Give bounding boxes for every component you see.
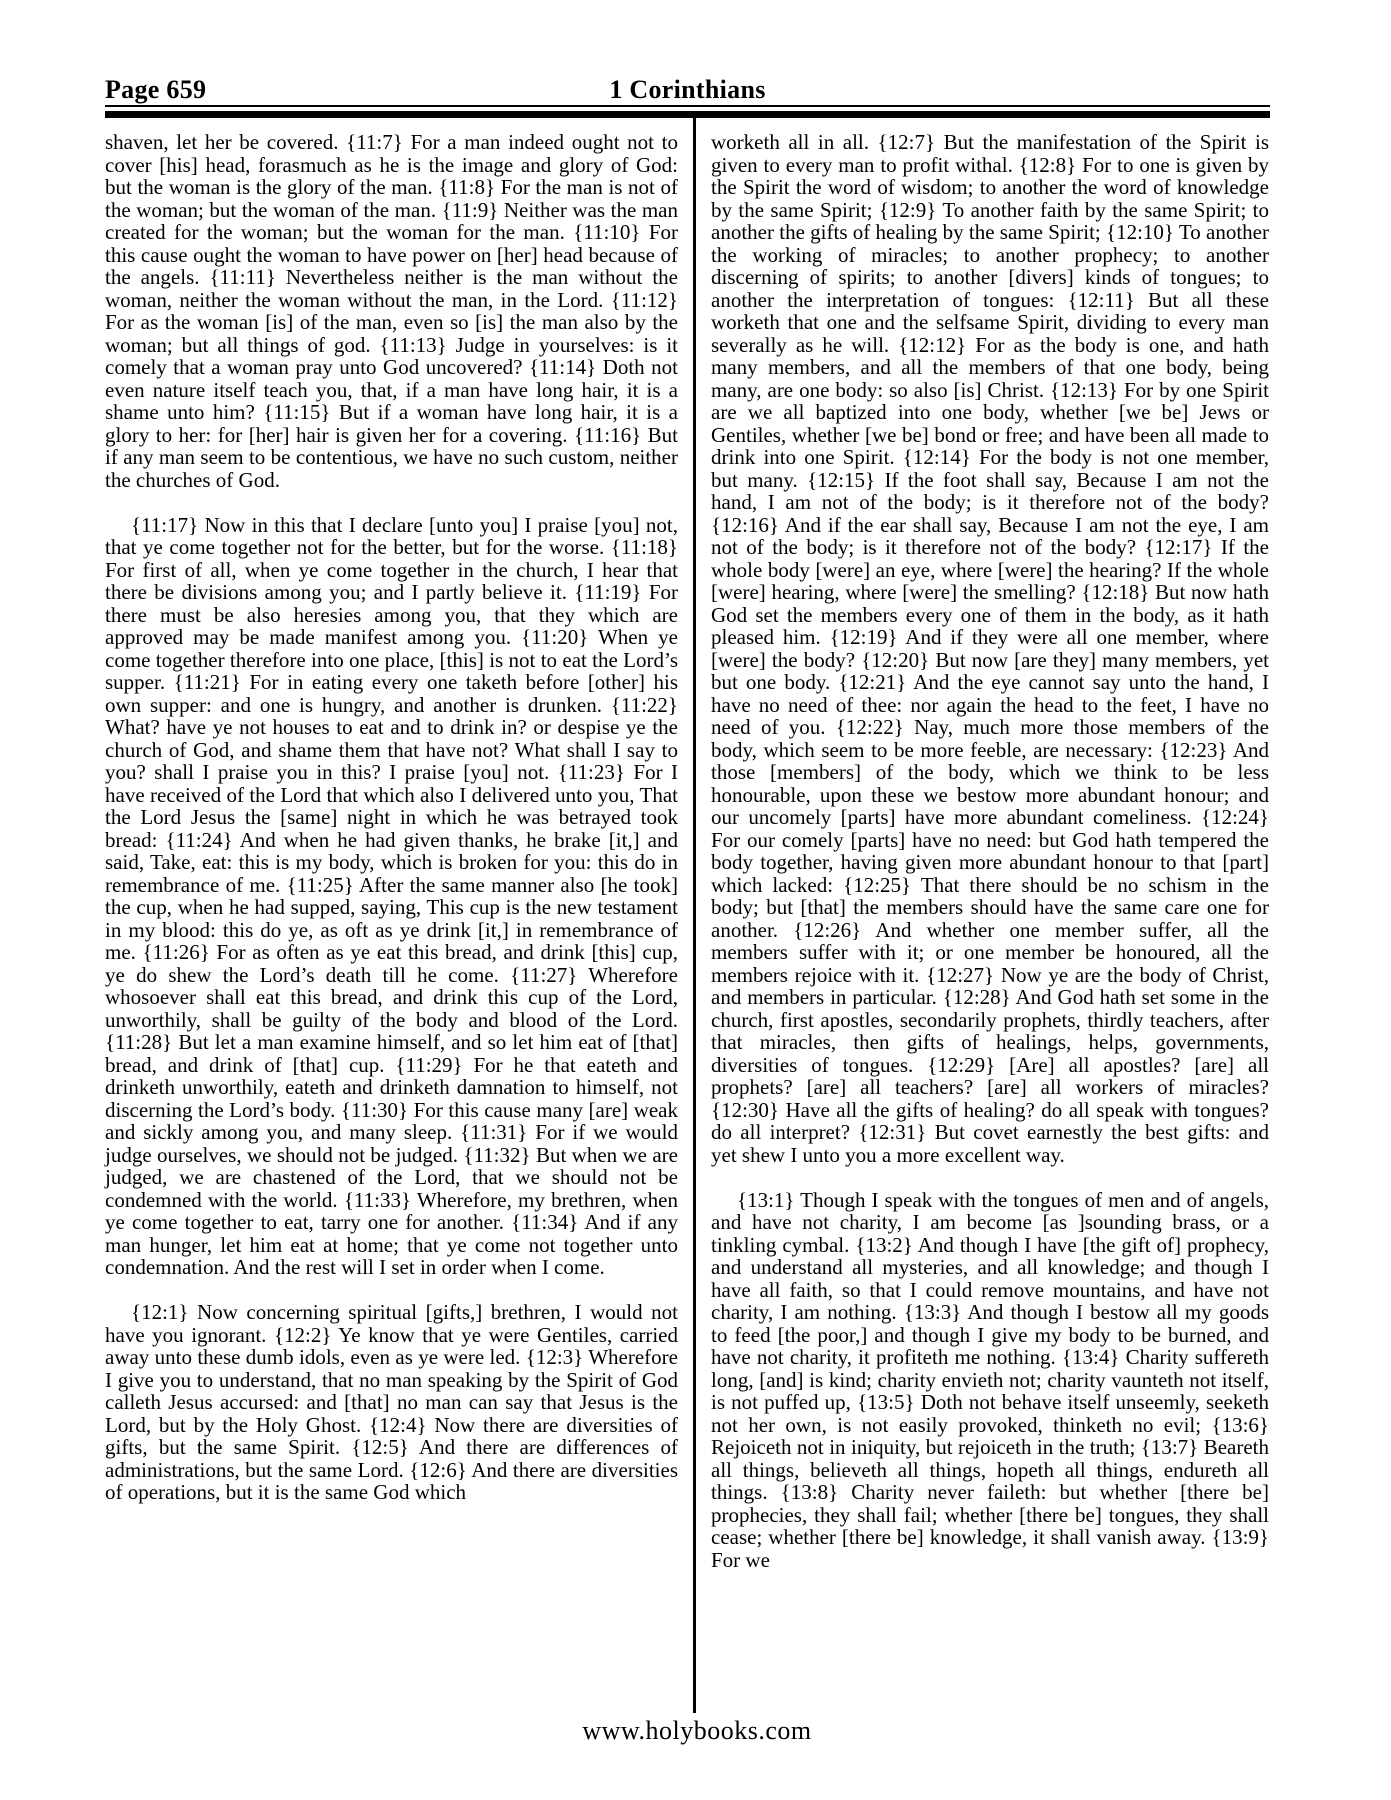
- paragraph-continuation: shaven, let her be covered. {11:7} For a man indeed ought not to cover [his] head, forasmuch as he is the image and glory of God: but the woman is the glory of the man. {11:8} For the man is not of the woman; but the woman of the man. {11:9} Neither was the man created for the woman; but the woman for the man. {11:10} For this cause ought the woman to have power on [her] head because of the angels. {11:11} Nevertheless neither is the man without the woman, neither the woman without the man, in the Lord. {11:12} For as the woman [is] of the man, even so [is] the man also by the woman; but all things of god. {11:13} Judge in yourselves: is it comely that a woman pray unto God uncovered? {11:14} Doth not even nature itself teach you, that, if a man have long hair, it is a shame unto him? {11:15} But if a woman have long hair, it is a glory to her: for [her] hair is given her for a covering. {11:16} But if any man seem to be contentious, we have no such custom, neither the churches of God.: [105, 130, 678, 492]
- header-rule-thick: [105, 111, 1270, 118]
- paragraph: {13:1} Though I speak with the tongues of men and of angels, and have not charity, I am become [as ]sounding brass, or a tinkling cymbal. {13:2} And though I have [the gift of] prophecy, and understand all mysteries, and all knowledge; and though I have all faith, so that I could remove mountains, and have not charity, I am nothing. {13:3} And though I bestow all my goods to feed [the poor,] and though I give my body to be burned, and have not charity, it profiteth me nothing. {13:4} Charity suffereth long, [and] is kind; charity envieth not; charity vaunteth not itself, is not puffed up, {13:5} Doth not behave itself unseemly, seeketh not her own, is not easily provoked, thinketh no evil; {13:6} Rejoiceth not in iniquity, but rejoiceth in the truth; {13:7} Beareth all things, believeth all things, hopeth all things, endureth all things. {13:8} Charity never faileth: but whether [there be] prophecies, they shall fail; whether [there be] tongues, they shall cease; whether [there be] knowledge, it shall vanish away. {13:9} For we: [711, 1187, 1269, 1572]
- paragraph: {11:17} Now in this that I declare [unto you] I praise [you] not, that ye come together not for the better, but for the worse. {11:18} For first of all, when ye come together in the church, I hear that there be divisions among you; and I partly believe it. {11:19} For there must be also heresies among you, that they which are approved may be made manifest among you. {11:20} When ye come together therefore into one place, [this] is not to eat the Lord’s supper. {11:21} For in eating every one taketh before [other] his own supper: and one is hungry, and another is drunken. {11:22} What? have ye not houses to eat and to drink in? or despise ye the church of God, and shame them that have not? What shall I say to you? shall I praise you in this? I praise [you] not. {11:23} For I have received of the Lord that which also I delivered unto you, That the Lord Jesus the [same] night in which he was betrayed took bread: {11:24} And when he had given thanks, he brake [it,] and said, Take, eat: this is my body, which is broken for you: this do in remembrance of me. {11:25} After the same manner also [he took] the cup, when he had supped, saying, This cup is the new testament in my blood: this do ye, as oft as ye drink [it,] in remembrance of me. {11:26} For as often as ye eat this bread, and drink [this] cup, ye do shew the Lord’s death till he come. {11:27} Wherefore whosoever shall eat this bread, and drink this cup of the Lord, unworthily, shall be guilty of the body and blood of the Lord. {11:28} But let a man examine himself, and so let him eat of [that] bread, and drink of [that] cup. {11:29} For he that eateth and drinketh unworthily, eateth and drinketh damnation to himself, not discerning the Lord’s body. {11:30} For this cause many [are] weak and sickly among you, and many sleep. {11:31} For if we would judge ourselves, we should not be judged. {11:32} But when we are judged, we are chastened of the Lord, that we should not be condemned with the world. {11:33} Wherefore, my brethren, when ye come together to eat, tarry one for another. {11:34} And if any man hunger, let him eat at home; that ye come not together unto condemnation. And the rest will I set in order when I come.: [105, 512, 678, 1279]
- page-number-label: Page 659: [105, 75, 207, 104]
- page-footer: [105, 1716, 1289, 1746]
- paragraph: {12:1} Now concerning spiritual [gifts,] brethren, I would not have you ignorant. {12:2} Ye know that ye were Gentiles, carried away unto these dumb idols, even as ye were led. {12:3} Wherefore I give you to understand, that no man speaking by the Spirit of God calleth Jesus accursed: and [that] no man can say that Jesus is the Lord, but by the Holy Ghost. {12:4} Now there are diversities of gifts, but the same Spirit. {12:5} And there are differences of administrations, but the same Lord. {12:6} And there are diversities of operations, but it is the same God which: [105, 1300, 678, 1504]
- column-divider-rule: [693, 118, 696, 1713]
- page-header: [105, 75, 1270, 105]
- footer-url: www.holybooks.com: [582, 1716, 812, 1745]
- book-title: 1 Corinthians: [609, 75, 766, 104]
- right-column: [711, 131, 1269, 1571]
- paragraph-continuation: worketh all in all. {12:7} But the manifestation of the Spirit is given to every man to profit withal. {12:8} For to one is given by the Spirit the word of wisdom; to another the word of knowledge by the same Spirit; {12:9} To another faith by the same Spirit; to another the gifts of healing by the same Spirit; {12:10} To another the working of miracles; to another prophecy; to another discerning of spirits; to another [divers] kinds of tongues; to another the interpretation of tongues: {12:11} But all these worketh that one and the selfsame Spirit, dividing to every man severally as he will. {12:12} For as the body is one, and hath many members, and all the members of that one body, being many, are one body: so also [is] Christ. {12:13} For by one Spirit are we all baptized into one body, whether [we be] Jews or Gentiles, whether [we be] bond or free; and have been all made to drink into one Spirit. {12:14} For the body is not one member, but many. {12:15} If the foot shall say, Because I am not the hand, I am not of the body; is it therefore not of the body? {12:16} And if the ear shall say, Because I am not the eye, I am not of the body; is it therefore not of the body? {12:17} If the whole body [were] an eye, where [were] the hearing? If the whole [were] hearing, where [were] the smelling? {12:18} But now hath God set the members every one of them in the body, as it hath pleased him. {12:19} And if they were all one member, where [were] the body? {12:20} But now [are they] many members, yet but one body. {12:21} And the eye cannot say unto the hand, I have no need of thee: nor again the head to the feet, I have no need of you. {12:22} Nay, much more those members of the body, which seem to be more feeble, are necessary: {12:23} And those [members] of the body, which we think to be less honourable, upon these we bestow more abundant honour; and our uncomely [parts] have more abundant comeliness. {12:24} For our comely [parts] have no need: but God hath tempered the body together, having given more abundant honour to that [part] which lacked: {12:25} That there should be no schism in the body; but [that] the members should have the same care one for another. {12:26} And whether one member suffer, all the members suffer with it; or one member be honoured, all the members rejoice with it. {12:27} Now ye are the body of Christ, and members in particular. {12:28} And God hath set some in the church, first apostles, secondarily prophets, thirdly teachers, after that miracles, then gifts of healings, helps, governments, diversities of tongues. {12:29} [Are] all apostles? [are] all prophets? [are] all teachers? [are] all workers of miracles? {12:30} Have all the gifts of healing? do all speak with tongues? do all interpret? {12:31} But covet earnestly the best gifts: and yet shew I unto you a more excellent way.: [711, 130, 1269, 1167]
- left-column: [105, 131, 678, 1504]
- header-rule-thin: [105, 105, 1270, 107]
